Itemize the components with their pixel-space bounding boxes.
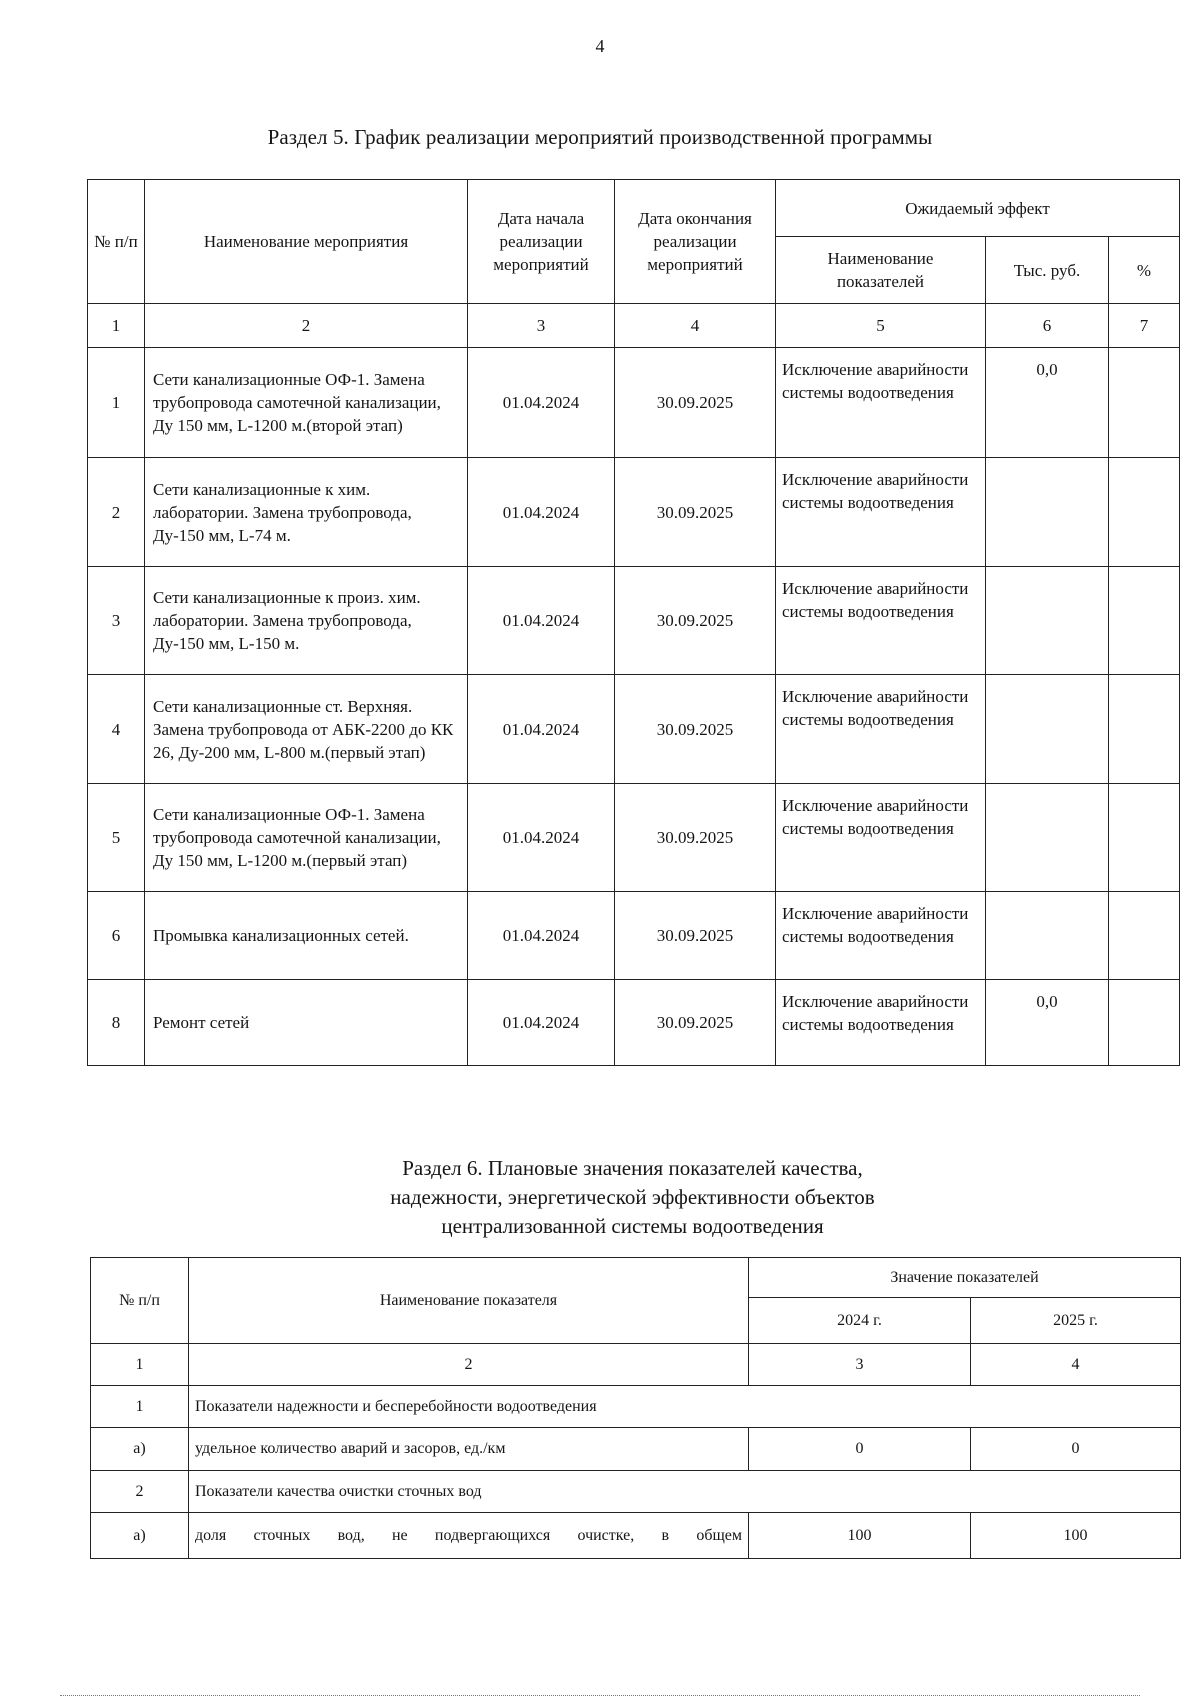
activity-name: Сети канализационные ОФ-1. Замена трубопровода самотечной канализации, Ду 150 мм, L-1200 м.(второй этап) [145, 348, 468, 458]
header-number: № п/п [91, 1258, 189, 1344]
activity-name: Промывка канализационных сетей. [145, 892, 468, 980]
value-2025: 0 [971, 1428, 1181, 1471]
header-indicator-name: Наименование показателя [189, 1258, 749, 1344]
end-date: 30.09.2025 [615, 567, 776, 675]
row-number: а) [91, 1428, 189, 1471]
end-date: 30.09.2025 [615, 675, 776, 784]
table-row [91, 1428, 1181, 1471]
row-number: 1 [91, 1386, 189, 1428]
end-date: 30.09.2025 [615, 348, 776, 458]
value-thousand-rub [986, 784, 1109, 892]
value-thousand-rub [986, 675, 1109, 784]
indicator-name: удельное количество аварий и засоров, ед./км [189, 1428, 749, 1471]
table-row [88, 567, 1180, 675]
value-2025: 100 [971, 1513, 1181, 1559]
start-date: 01.04.2024 [468, 675, 615, 784]
row-number: 6 [88, 892, 145, 980]
section-6-title-line: централизованной системы водоотведения [441, 1214, 824, 1238]
group-row [91, 1471, 1181, 1513]
activity-name: Сети канализационные к хим. лаборатории. Замена трубопровода, Ду-150 мм, L-74 м. [145, 458, 468, 567]
column-number: 2 [189, 1344, 749, 1386]
start-date: 01.04.2024 [468, 892, 615, 980]
column-number: 3 [749, 1344, 971, 1386]
value-percent [1109, 675, 1180, 784]
value-thousand-rub: 0,0 [986, 980, 1109, 1066]
column-number: 3 [468, 304, 615, 348]
start-date: 01.04.2024 [468, 980, 615, 1066]
table-row [88, 980, 1180, 1066]
row-number: 2 [91, 1471, 189, 1513]
column-number: 1 [88, 304, 145, 348]
value-percent [1109, 458, 1180, 567]
value-percent [1109, 980, 1180, 1066]
section-6-title-line: надежности, энергетической эффективности объектов [390, 1185, 875, 1209]
table-row [88, 784, 1180, 892]
value-thousand-rub [986, 458, 1109, 567]
column-number: 6 [986, 304, 1109, 348]
group-row [91, 1386, 1181, 1428]
start-date: 01.04.2024 [468, 567, 615, 675]
value-thousand-rub: 0,0 [986, 348, 1109, 458]
expected-effect: Исключение аварийности системы водоотведения [776, 458, 986, 567]
activity-name: Ремонт сетей [145, 980, 468, 1066]
indicator-name: доля сточных вод, не подвергающихся очистке, в общем [189, 1513, 749, 1559]
section-6-table [90, 1257, 1181, 1559]
value-2024: 0 [749, 1428, 971, 1471]
scan-edge-line [60, 1695, 1140, 1696]
row-number: 4 [88, 675, 145, 784]
value-percent [1109, 784, 1180, 892]
header-indicator-values: Значение показателей [749, 1258, 1181, 1298]
section-5-table [87, 179, 1180, 1066]
column-number: 7 [1109, 304, 1180, 348]
indicator-group-name: Показатели надежности и бесперебойности водоотведения [189, 1386, 1181, 1428]
expected-effect: Исключение аварийности системы водоотведения [776, 567, 986, 675]
header-thousand-rub: Тыс. руб. [986, 237, 1109, 304]
header-activity-name: Наименование мероприятия [145, 180, 468, 304]
start-date: 01.04.2024 [468, 784, 615, 892]
section-5-title: Раздел 5. График реализации мероприятий производственной программы [267, 125, 933, 149]
value-percent [1109, 567, 1180, 675]
start-date: 01.04.2024 [468, 348, 615, 458]
page-number: 4 [595, 36, 605, 56]
end-date: 30.09.2025 [615, 892, 776, 980]
activity-name: Сети канализационные ОФ-1. Замена трубопровода самотечной канализации, Ду 150 мм, L-1200 м.(первый этап) [145, 784, 468, 892]
header-number: № п/п [88, 180, 145, 304]
header-year-2025: 2025 г. [971, 1298, 1181, 1344]
row-number: 2 [88, 458, 145, 567]
table-row [91, 1513, 1181, 1559]
column-number: 2 [145, 304, 468, 348]
expected-effect: Исключение аварийности системы водоотведения [776, 675, 986, 784]
column-number: 4 [615, 304, 776, 348]
table-row [88, 348, 1180, 458]
header-indicator-name: Наименование показателей [776, 237, 986, 304]
expected-effect: Исключение аварийности системы водоотведения [776, 784, 986, 892]
row-number: 8 [88, 980, 145, 1066]
header-expected-effect: Ожидаемый эффект [776, 180, 1180, 237]
indicator-group-name: Показатели качества очистки сточных вод [189, 1471, 1181, 1513]
header-end-date: Дата окончания реализации мероприятий [615, 180, 776, 304]
table-row [88, 892, 1180, 980]
start-date: 01.04.2024 [468, 458, 615, 567]
column-number: 1 [91, 1344, 189, 1386]
row-number: 5 [88, 784, 145, 892]
value-percent [1109, 348, 1180, 458]
header-start-date: Дата начала реализации мероприятий [468, 180, 615, 304]
value-2024: 100 [749, 1513, 971, 1559]
end-date: 30.09.2025 [615, 458, 776, 567]
value-thousand-rub [986, 567, 1109, 675]
end-date: 30.09.2025 [615, 980, 776, 1066]
table-row [88, 458, 1180, 567]
value-thousand-rub [986, 892, 1109, 980]
row-number: а) [91, 1513, 189, 1559]
section-6-title [0, 1154, 1200, 1241]
row-number: 3 [88, 567, 145, 675]
expected-effect: Исключение аварийности системы водоотведения [776, 980, 986, 1066]
expected-effect: Исключение аварийности системы водоотведения [776, 892, 986, 980]
header-percent: % [1109, 237, 1180, 304]
row-number: 1 [88, 348, 145, 458]
activity-name: Сети канализационные к произ. хим. лаборатории. Замена трубопровода, Ду-150 мм, L-150 м. [145, 567, 468, 675]
header-year-2024: 2024 г. [749, 1298, 971, 1344]
activity-name: Сети канализационные ст. Верхняя. Замена трубопровода от АБК-2200 до КК 26, Ду-200 мм, L-800 м.(первый этап) [145, 675, 468, 784]
section-6-title-line: Раздел 6. Плановые значения показателей качества, [402, 1156, 863, 1180]
end-date: 30.09.2025 [615, 784, 776, 892]
table-row [88, 675, 1180, 784]
value-percent [1109, 892, 1180, 980]
column-number: 5 [776, 304, 986, 348]
expected-effect: Исключение аварийности системы водоотведения [776, 348, 986, 458]
column-number: 4 [971, 1344, 1181, 1386]
